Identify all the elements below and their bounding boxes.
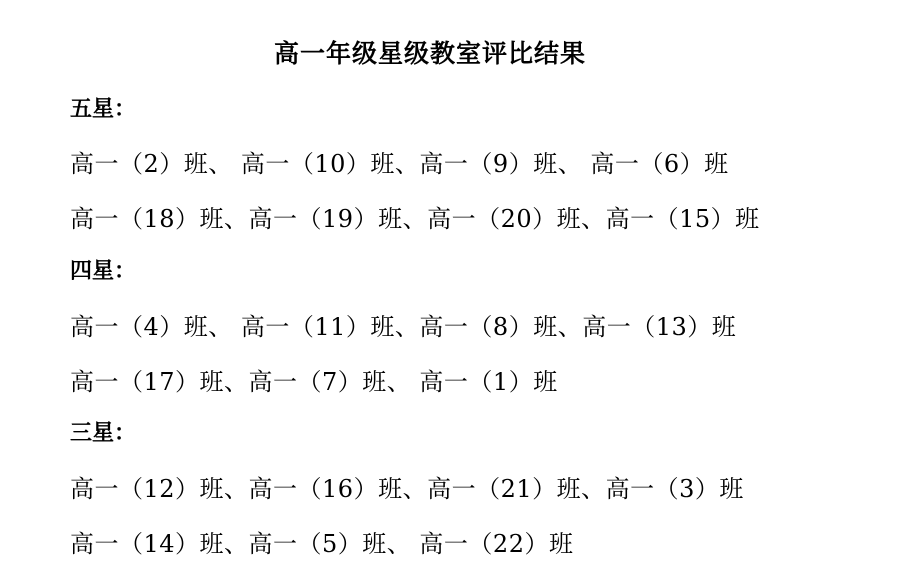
three-star-line-1: 高一（12）班、高一（16）班、高一（21）班、高一（3）班 xyxy=(70,475,744,503)
four-star-line-1: 高一（4）班、 高一（11）班、高一（8）班、高一（13）班 xyxy=(70,313,737,341)
five-star-line-2: 高一（18）班、高一（19）班、高一（20）班、高一（15）班 xyxy=(70,205,760,233)
section-heading-five-star: 五星： xyxy=(70,96,137,122)
three-star-line-2: 高一（14）班、高一（5）班、 高一（22）班 xyxy=(70,530,574,558)
section-heading-four-star: 四星： xyxy=(70,258,137,284)
five-star-line-1: 高一（2）班、 高一（10）班、高一（9）班、 高一（6）班 xyxy=(70,150,729,178)
four-star-line-2: 高一（17）班、高一（7）班、 高一（1）班 xyxy=(70,368,558,396)
section-heading-three-star: 三星： xyxy=(70,420,137,446)
document-title: 高一年级星级教室评比结果 xyxy=(273,39,586,68)
